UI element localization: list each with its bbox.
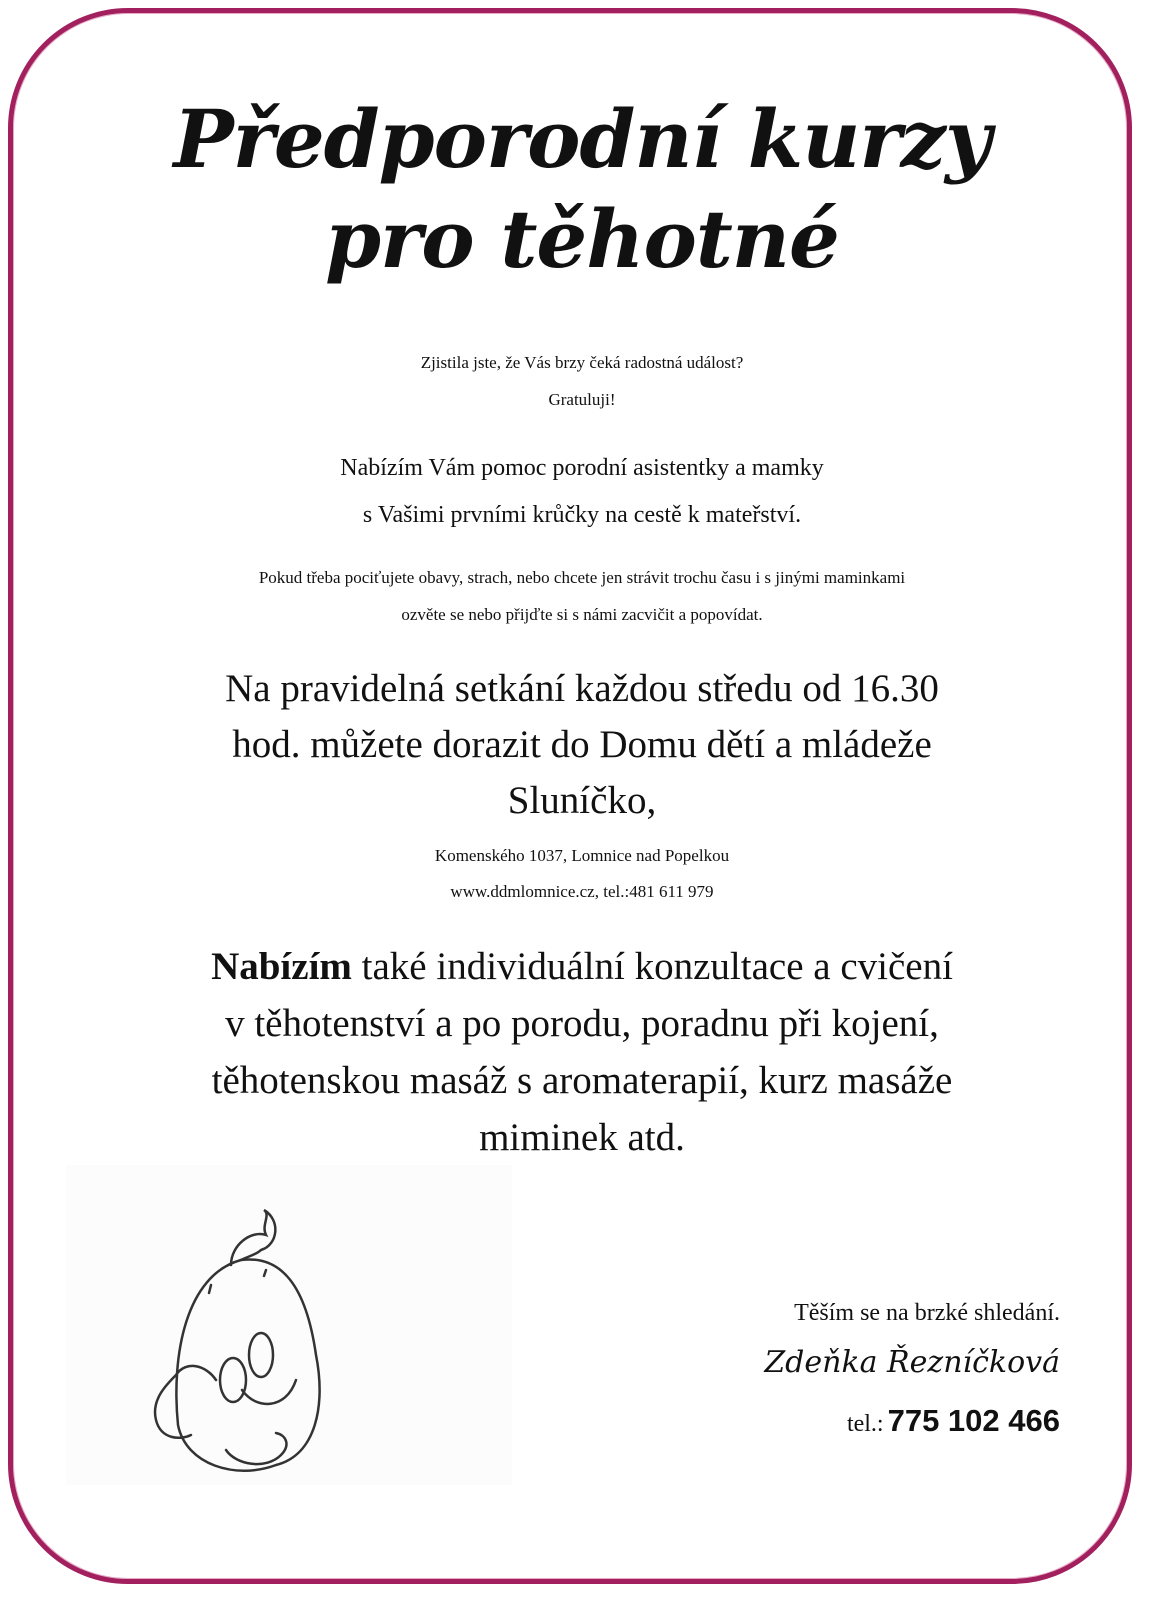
address-line: Komenského 1037, Lomnice nad Popelkou: [434, 846, 730, 865]
services-lead: Nabízím: [211, 945, 352, 988]
title-line-1: Předporodní kurzy: [173, 92, 991, 186]
phone-label: tel.:: [846, 1411, 884, 1437]
offer-line: s Vašimi prvními krůčky na cestě k mateřství.: [362, 502, 802, 528]
signature: Zdeňka Řezníčková: [764, 1345, 1060, 1380]
meeting-line: Na pravidelná setkání každou středu od 16.30: [225, 667, 939, 710]
website-phone-line: [0, 882, 1164, 902]
contact-phone: [690, 1403, 1060, 1439]
invite-line: Pokud třeba pociťujete obavy, strach, nebo chcete jen strávit trochu času i s jinými maminkami: [258, 568, 906, 587]
meeting-line: Sluníčko,: [507, 779, 657, 822]
website-link[interactable]: www.ddmlomnice.cz, tel.:481 611 979: [450, 882, 714, 901]
invite-line: ozvěte se nebo přijďte si s námi zacvičit a popovídat.: [401, 605, 763, 624]
intro-line: Gratuluji!: [548, 390, 616, 409]
closing-text: Těším se na brzké shledání.: [794, 1300, 1060, 1326]
baby-illustration: [66, 1165, 512, 1485]
intro-line: Zjistila jste, že Vás brzy čeká radostná událost?: [420, 353, 744, 372]
services-line: těhotenskou masáž s aromaterapií, kurz masáže: [211, 1059, 953, 1102]
meeting-line: hod. můžete dorazit do Domu dětí a mládeže: [232, 723, 932, 766]
title-line-2: pro těhotné: [325, 192, 839, 286]
services-line: [0, 944, 1164, 989]
services-line: v těhotenství a po porodu, poradnu při kojení,: [225, 1002, 939, 1045]
phone-number[interactable]: 775 102 466: [887, 1403, 1060, 1438]
services-line: miminek atd.: [479, 1116, 685, 1159]
services-text: také individuální konzultace a cvičení: [351, 945, 953, 988]
offer-line: Nabízím Vám pomoc porodní asistentky a mamky: [340, 455, 824, 481]
